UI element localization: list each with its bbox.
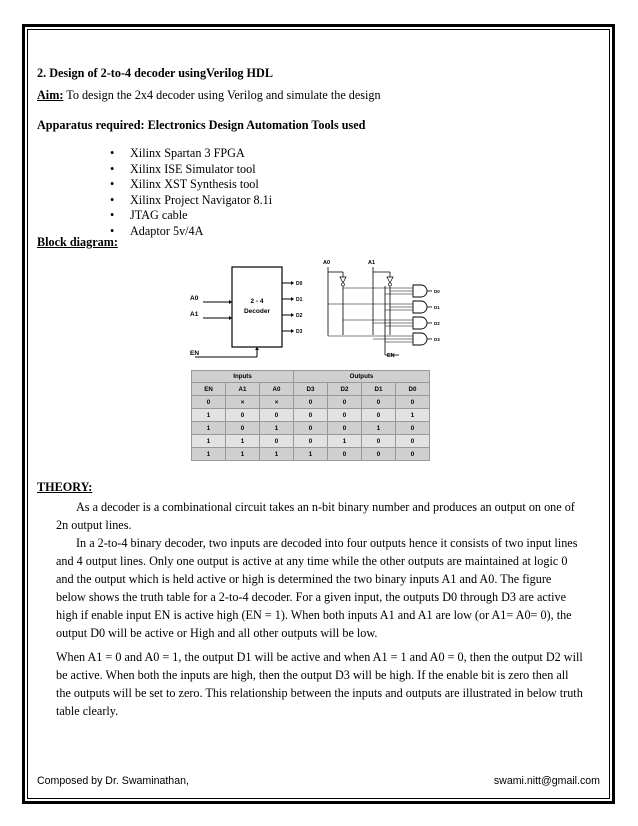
decoder-block	[232, 267, 282, 347]
table-cell: 1	[192, 409, 226, 422]
col-header: D0	[396, 383, 430, 396]
table-cell: 0	[328, 422, 362, 435]
col-header: D2	[328, 383, 362, 396]
gate-input-a0: A0	[323, 260, 331, 266]
table-cell: 0	[226, 409, 260, 422]
block-input-a0: A0	[190, 295, 199, 302]
table-cell: 1	[362, 422, 396, 435]
table-cell: 0	[328, 448, 362, 461]
theory-p2a: In a 2-to-4 binary decoder, two inputs are decoded into four outputs hence it consists of two input lines	[76, 536, 578, 550]
and-gate-d1	[328, 301, 432, 313]
table-row	[192, 435, 430, 448]
table-row	[192, 409, 430, 422]
block-enable: EN	[190, 350, 200, 357]
table-cell: 0	[226, 422, 260, 435]
table-cell: 0	[294, 409, 328, 422]
table-cell: 0	[396, 422, 430, 435]
table-cell: 1	[328, 435, 362, 448]
theory-heading: THEORY:	[37, 480, 93, 494]
theory-p2f: output D0 will be active or High and all other outputs will be low.	[56, 626, 378, 640]
theory-p2d: below shows the truth table for a 2-to-4 decoder. For a given input, the outputs D0 through D3 are active	[56, 590, 567, 604]
truth-table	[191, 370, 430, 461]
list-item: • Adaptor 5v/4A	[110, 224, 272, 240]
block-output-d3: D3	[296, 329, 303, 335]
table-cell: 1	[260, 448, 294, 461]
tool-list	[110, 146, 272, 240]
gate-output-d3: D3	[434, 337, 440, 342]
table-cell: 0	[396, 396, 430, 409]
decoder-title-1: 2 - 4	[250, 298, 264, 305]
table-cell: 0	[396, 435, 430, 448]
theory-p2b: and 4 output lines. Only one output is active at any time while the other outputs are maintained at logic 0	[56, 554, 568, 568]
list-item: • Xilinx XST Synthesis tool	[110, 177, 272, 193]
aim-line	[37, 88, 381, 103]
table-cell: 1	[192, 422, 226, 435]
gate-output-d0: D0	[434, 289, 440, 294]
table-cell: 0	[362, 448, 396, 461]
table-cell: 0	[328, 409, 362, 422]
table-cell: 1	[396, 409, 430, 422]
theory-p1b: 2n output lines.	[56, 518, 132, 532]
gate-output-d1: D1	[434, 305, 440, 310]
truth-table-wrapper	[191, 370, 430, 461]
table-cell: 1	[192, 435, 226, 448]
footer-email[interactable]: swami.nitt@gmail.com	[493, 775, 600, 787]
table-cell: 1	[226, 448, 260, 461]
table-cell: 0	[294, 422, 328, 435]
theory-p3c: the outputs will be set to zero. This relationship between the inputs and outputs are illustrated in below truth	[56, 686, 583, 700]
inputs-group-header: Inputs	[192, 371, 294, 383]
table-cell: 1	[226, 435, 260, 448]
table-cell: 0	[260, 409, 294, 422]
aim-label: Aim:	[37, 88, 64, 102]
and-gate-d3	[328, 333, 432, 345]
block-output-d1: D1	[296, 297, 303, 303]
table-cell: 0	[260, 435, 294, 448]
apparatus-heading: Apparatus required: Electronics Design Automation Tools used	[37, 118, 366, 132]
table-cell: ×	[260, 396, 294, 409]
and-gate-d2	[343, 317, 432, 329]
gate-output-d2: D2	[434, 321, 440, 326]
theory-p3a: When A1 = 0 and A0 = 1, the output D1 will be active and when A1 = 1 and A0 = 0, then the output D2 will	[56, 650, 583, 664]
block-output-d2: D2	[296, 313, 303, 319]
footer-author: Composed by Dr. Swaminathan,	[37, 775, 189, 787]
table-row	[192, 448, 430, 461]
table-cell: 0	[396, 448, 430, 461]
gate-input-a1: A1	[368, 260, 376, 266]
list-item: • Xilinx ISE Simulator tool	[110, 162, 272, 178]
table-cell: 0	[294, 396, 328, 409]
list-item: • Xilinx Project Navigator 8.1i	[110, 193, 272, 209]
and-gate-d0	[343, 285, 432, 297]
table-row	[192, 422, 430, 435]
table-row	[192, 396, 430, 409]
table-cell: 0	[328, 396, 362, 409]
theory-p2e: high if enable input EN is active high (EN = 1). When both inputs A1 and A1 are low (or A1= A0= 0), the	[56, 608, 572, 622]
col-header: A0	[260, 383, 294, 396]
table-cell: 0	[362, 396, 396, 409]
outputs-group-header: Outputs	[294, 371, 430, 383]
list-item: • Xilinx Spartan 3 FPGA	[110, 146, 272, 162]
table-cell: 0	[294, 435, 328, 448]
theory-p2c: and the output which is held active or high is determined the two binary inputs A1 and A0. The figure	[56, 572, 552, 586]
col-header: D3	[294, 383, 328, 396]
decoder-title-2: Decoder	[243, 308, 271, 315]
table-cell: 1	[294, 448, 328, 461]
aim-text: To design the 2x4 decoder using Verilog and simulate the design	[63, 88, 381, 102]
col-header: EN	[192, 383, 226, 396]
gate-enable: EN	[387, 353, 395, 359]
theory-p1: As a decoder is a combinational circuit takes an n-bit binary number and produces an output on one of	[76, 500, 575, 514]
table-cell: 1	[260, 422, 294, 435]
col-header: A1	[226, 383, 260, 396]
block-output-d0: D0	[296, 281, 303, 287]
section-heading: 2. Design of 2-to-4 decoder usingVerilog HDL	[37, 66, 273, 80]
table-cell: 1	[192, 448, 226, 461]
block-diagram-label: Block diagram:	[37, 235, 118, 249]
block-input-a1: A1	[190, 311, 199, 318]
theory-p3d: table clearly.	[56, 704, 119, 718]
table-cell: 0	[362, 409, 396, 422]
theory-p3b: be active. When both the inputs are high, then the output D3 will be high. If the enable bit is zero then all	[56, 668, 569, 682]
table-cell: 0	[362, 435, 396, 448]
col-header: D1	[362, 383, 396, 396]
list-item: • JTAG cable	[110, 208, 272, 224]
table-cell: ×	[226, 396, 260, 409]
table-cell: 0	[192, 396, 226, 409]
